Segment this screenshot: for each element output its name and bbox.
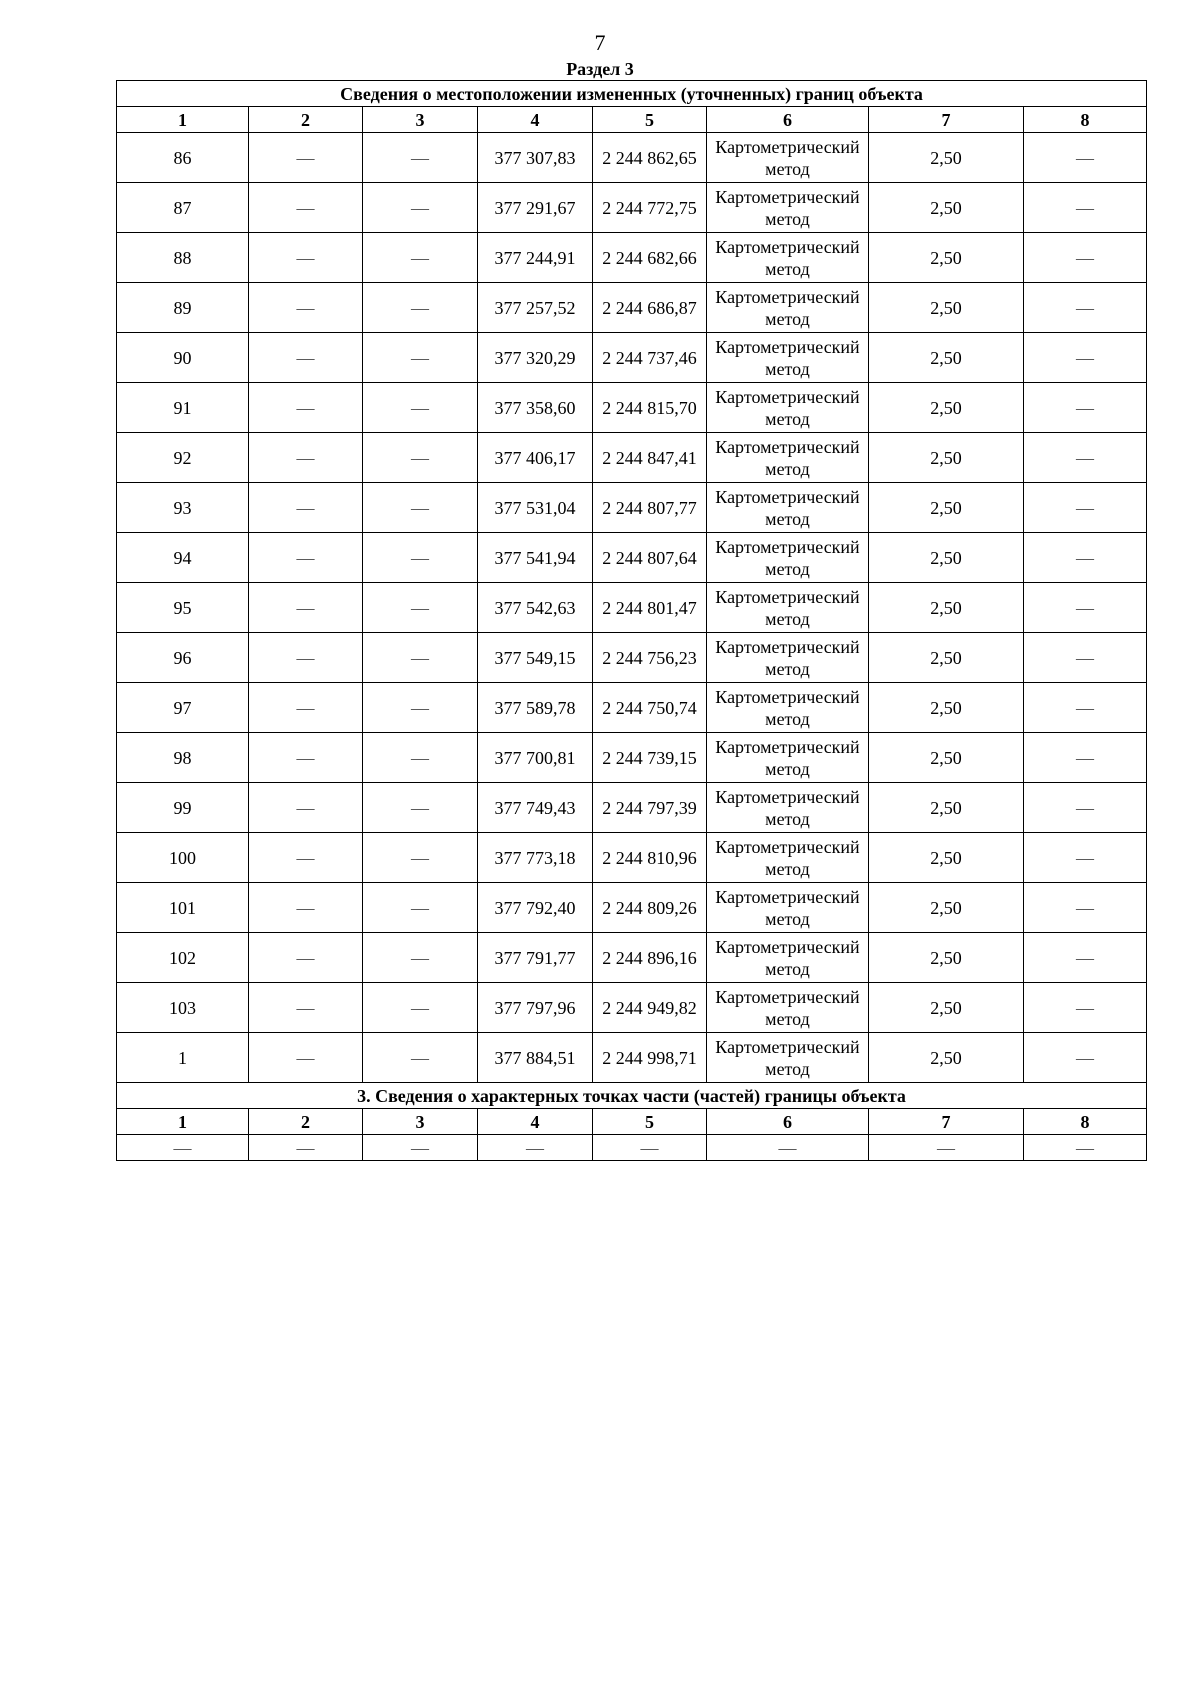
cell-point-number: 101 (117, 883, 249, 933)
cell-new-y: — (593, 1135, 707, 1161)
cell-point-number: 92 (117, 433, 249, 483)
cell-method: Картометрический метод (707, 933, 869, 983)
cell-point-number: 94 (117, 533, 249, 583)
cell-new-y: 2 244 739,15 (593, 733, 707, 783)
cell-new-x: 377 257,52 (478, 283, 593, 333)
cell-new-x: 377 884,51 (478, 1033, 593, 1083)
column-number-8: 8 (1024, 1109, 1147, 1135)
cell-method: Картометрический метод (707, 433, 869, 483)
cell-point-number: 88 (117, 233, 249, 283)
column-number-5: 5 (593, 1109, 707, 1135)
cell-new-y: 2 244 756,23 (593, 633, 707, 683)
table-row (117, 933, 1147, 983)
cell-method: Картометрический метод (707, 1033, 869, 1083)
table-caption: Сведения о местоположении измененных (уточненных) границ объекта (117, 81, 1147, 107)
cell-prior-x: — (249, 983, 363, 1033)
cell-point-number: 1 (117, 1033, 249, 1083)
table-row (117, 583, 1147, 633)
table-row (117, 433, 1147, 483)
cell-new-y: 2 244 801,47 (593, 583, 707, 633)
cell-prior-y: — (363, 833, 478, 883)
column-number-1: 1 (117, 1109, 249, 1135)
cell-new-x: 377 773,18 (478, 833, 593, 883)
cell-accuracy: 2,50 (869, 633, 1024, 683)
cell-prior-x: — (249, 183, 363, 233)
cell-accuracy: 2,50 (869, 583, 1024, 633)
cell-new-y: 2 244 998,71 (593, 1033, 707, 1083)
table-row (117, 283, 1147, 333)
cell-point-number: 93 (117, 483, 249, 533)
cell-prior-x: — (249, 283, 363, 333)
table-row (117, 483, 1147, 533)
cell-method: Картометрический метод (707, 683, 869, 733)
column-number-5: 5 (593, 107, 707, 133)
cell-prior-y: — (363, 983, 478, 1033)
cell-description: — (1024, 783, 1147, 833)
cell-point-number: — (117, 1135, 249, 1161)
cell-prior-x: — (249, 833, 363, 883)
cell-prior-x: — (249, 1033, 363, 1083)
column-number-1: 1 (117, 107, 249, 133)
cell-method: Картометрический метод (707, 133, 869, 183)
column-number-2: 2 (249, 1109, 363, 1135)
column-number-3: 3 (363, 1109, 478, 1135)
cell-prior-y: — (363, 1135, 478, 1161)
table-row (117, 133, 1147, 183)
cell-accuracy: 2,50 (869, 533, 1024, 583)
cell-prior-x: — (249, 1135, 363, 1161)
cell-description: — (1024, 533, 1147, 583)
cell-point-number: 102 (117, 933, 249, 983)
cell-new-x: 377 358,60 (478, 383, 593, 433)
cell-point-number: 95 (117, 583, 249, 633)
cell-description: — (1024, 1033, 1147, 1083)
cell-new-y: 2 244 809,26 (593, 883, 707, 933)
cell-new-x: 377 749,43 (478, 783, 593, 833)
cell-description: — (1024, 583, 1147, 633)
cell-description: — (1024, 883, 1147, 933)
cell-accuracy: 2,50 (869, 883, 1024, 933)
cell-point-number: 87 (117, 183, 249, 233)
cell-accuracy: 2,50 (869, 833, 1024, 883)
cell-method: Картометрический метод (707, 333, 869, 383)
cell-new-x: 377 589,78 (478, 683, 593, 733)
cell-new-y: 2 244 862,65 (593, 133, 707, 183)
cell-prior-y: — (363, 183, 478, 233)
cell-new-x: 377 700,81 (478, 733, 593, 783)
table-row (117, 983, 1147, 1033)
table-row (117, 383, 1147, 433)
cell-accuracy: 2,50 (869, 983, 1024, 1033)
cell-new-x: 377 307,83 (478, 133, 593, 183)
cell-accuracy: 2,50 (869, 383, 1024, 433)
cell-prior-x: — (249, 383, 363, 433)
cell-description: — (1024, 933, 1147, 983)
cell-method: Картометрический метод (707, 383, 869, 433)
cell-method: Картометрический метод (707, 883, 869, 933)
cell-prior-y: — (363, 733, 478, 783)
cell-prior-y: — (363, 283, 478, 333)
column-number-6: 6 (707, 1109, 869, 1135)
cell-point-number: 99 (117, 783, 249, 833)
cell-new-x: 377 531,04 (478, 483, 593, 533)
cell-prior-x: — (249, 483, 363, 533)
cell-prior-x: — (249, 783, 363, 833)
cell-new-y: 2 244 772,75 (593, 183, 707, 233)
cell-prior-x: — (249, 533, 363, 583)
cell-description: — (1024, 983, 1147, 1033)
cell-description: — (1024, 633, 1147, 683)
table-caption-parts: 3. Сведения о характерных точках части (частей) границы объекта (117, 1083, 1147, 1109)
cell-accuracy: 2,50 (869, 133, 1024, 183)
cell-accuracy: 2,50 (869, 1033, 1024, 1083)
cell-accuracy: 2,50 (869, 233, 1024, 283)
cell-new-y: 2 244 737,46 (593, 333, 707, 383)
cell-point-number: 98 (117, 733, 249, 783)
cell-accuracy: 2,50 (869, 183, 1024, 233)
cell-point-number: 90 (117, 333, 249, 383)
cell-prior-x: — (249, 883, 363, 933)
column-number-8: 8 (1024, 107, 1147, 133)
cell-point-number: 91 (117, 383, 249, 433)
cell-new-x: 377 244,91 (478, 233, 593, 283)
cell-description: — (1024, 233, 1147, 283)
cell-description: — (1024, 733, 1147, 783)
section-title: Раздел 3 (566, 59, 634, 79)
cell-prior-y: — (363, 133, 478, 183)
column-number-4: 4 (478, 107, 593, 133)
cell-new-y: 2 244 686,87 (593, 283, 707, 333)
cell-new-y: 2 244 750,74 (593, 683, 707, 733)
cell-description: — (1024, 683, 1147, 733)
cell-prior-x: — (249, 433, 363, 483)
cell-description: — (1024, 433, 1147, 483)
cell-prior-y: — (363, 633, 478, 683)
cell-new-y: 2 244 815,70 (593, 383, 707, 433)
cell-prior-x: — (249, 233, 363, 283)
cell-description: — (1024, 1135, 1147, 1161)
cell-new-y: 2 244 807,77 (593, 483, 707, 533)
cell-accuracy: 2,50 (869, 783, 1024, 833)
cell-prior-x: — (249, 683, 363, 733)
cell-point-number: 96 (117, 633, 249, 683)
cell-new-x: 377 797,96 (478, 983, 593, 1033)
cell-new-y: 2 244 807,64 (593, 533, 707, 583)
cell-prior-y: — (363, 483, 478, 533)
cell-new-x: 377 291,67 (478, 183, 593, 233)
cell-accuracy: 2,50 (869, 283, 1024, 333)
cell-accuracy: 2,50 (869, 683, 1024, 733)
table-row (117, 183, 1147, 233)
table-row (117, 883, 1147, 933)
cell-method: Картометрический метод (707, 833, 869, 883)
cell-prior-x: — (249, 633, 363, 683)
cell-description: — (1024, 283, 1147, 333)
table-row (117, 233, 1147, 283)
cell-point-number: 86 (117, 133, 249, 183)
cell-new-y: 2 244 810,96 (593, 833, 707, 883)
cell-point-number: 97 (117, 683, 249, 733)
cell-method: Картометрический метод (707, 583, 869, 633)
cell-method: Картометрический метод (707, 283, 869, 333)
cell-new-x: 377 320,29 (478, 333, 593, 383)
cell-prior-y: — (363, 683, 478, 733)
cell-method: Картометрический метод (707, 983, 869, 1033)
cell-description: — (1024, 383, 1147, 433)
cell-method: Картометрический метод (707, 733, 869, 783)
cell-accuracy: — (869, 1135, 1024, 1161)
cell-method: Картометрический метод (707, 233, 869, 283)
cell-accuracy: 2,50 (869, 733, 1024, 783)
cell-accuracy: 2,50 (869, 483, 1024, 533)
cell-method: Картометрический метод (707, 483, 869, 533)
cell-new-y: 2 244 949,82 (593, 983, 707, 1033)
cell-method: — (707, 1135, 869, 1161)
cell-description: — (1024, 483, 1147, 533)
cell-prior-y: — (363, 383, 478, 433)
cell-description: — (1024, 133, 1147, 183)
table-row (117, 733, 1147, 783)
cell-description: — (1024, 833, 1147, 883)
cell-accuracy: 2,50 (869, 933, 1024, 983)
page-number: 7 (594, 30, 606, 55)
column-number-row (117, 107, 1147, 133)
cell-point-number: 103 (117, 983, 249, 1033)
cell-new-y: 2 244 896,16 (593, 933, 707, 983)
cell-accuracy: 2,50 (869, 333, 1024, 383)
cell-point-number: 89 (117, 283, 249, 333)
cell-prior-x: — (249, 733, 363, 783)
table-row (117, 1033, 1147, 1083)
cell-prior-y: — (363, 533, 478, 583)
column-number-row (117, 1109, 1147, 1135)
cell-prior-y: — (363, 1033, 478, 1083)
column-number-6: 6 (707, 107, 869, 133)
cell-method: Картометрический метод (707, 783, 869, 833)
cell-new-x: 377 791,77 (478, 933, 593, 983)
column-number-3: 3 (363, 107, 478, 133)
cell-new-x: 377 542,63 (478, 583, 593, 633)
cell-point-number: 100 (117, 833, 249, 883)
table-row (117, 333, 1147, 383)
cell-new-y: 2 244 682,66 (593, 233, 707, 283)
cell-accuracy: 2,50 (869, 433, 1024, 483)
column-number-7: 7 (869, 1109, 1024, 1135)
table-row (117, 533, 1147, 583)
cell-new-x: 377 541,94 (478, 533, 593, 583)
cell-prior-y: — (363, 583, 478, 633)
cell-new-y: 2 244 797,39 (593, 783, 707, 833)
cell-description: — (1024, 333, 1147, 383)
table-row (117, 1135, 1147, 1161)
column-number-2: 2 (249, 107, 363, 133)
cell-method: Картометрический метод (707, 633, 869, 683)
cell-prior-x: — (249, 583, 363, 633)
column-number-4: 4 (478, 1109, 593, 1135)
cell-prior-y: — (363, 433, 478, 483)
cell-prior-y: — (363, 233, 478, 283)
cell-prior-y: — (363, 883, 478, 933)
cell-new-x: 377 792,40 (478, 883, 593, 933)
table-row (117, 683, 1147, 733)
cell-prior-y: — (363, 783, 478, 833)
cell-method: Картометрический метод (707, 533, 869, 583)
table-row (117, 783, 1147, 833)
table-row (117, 833, 1147, 883)
boundary-points-table (116, 80, 1147, 1161)
column-number-7: 7 (869, 107, 1024, 133)
table-row (117, 633, 1147, 683)
cell-new-x: 377 406,17 (478, 433, 593, 483)
cell-prior-x: — (249, 133, 363, 183)
cell-prior-y: — (363, 333, 478, 383)
cell-description: — (1024, 183, 1147, 233)
cell-prior-x: — (249, 333, 363, 383)
cell-new-y: 2 244 847,41 (593, 433, 707, 483)
cell-method: Картометрический метод (707, 183, 869, 233)
cell-prior-y: — (363, 933, 478, 983)
cell-prior-x: — (249, 933, 363, 983)
cell-new-x: 377 549,15 (478, 633, 593, 683)
cell-new-x: — (478, 1135, 593, 1161)
